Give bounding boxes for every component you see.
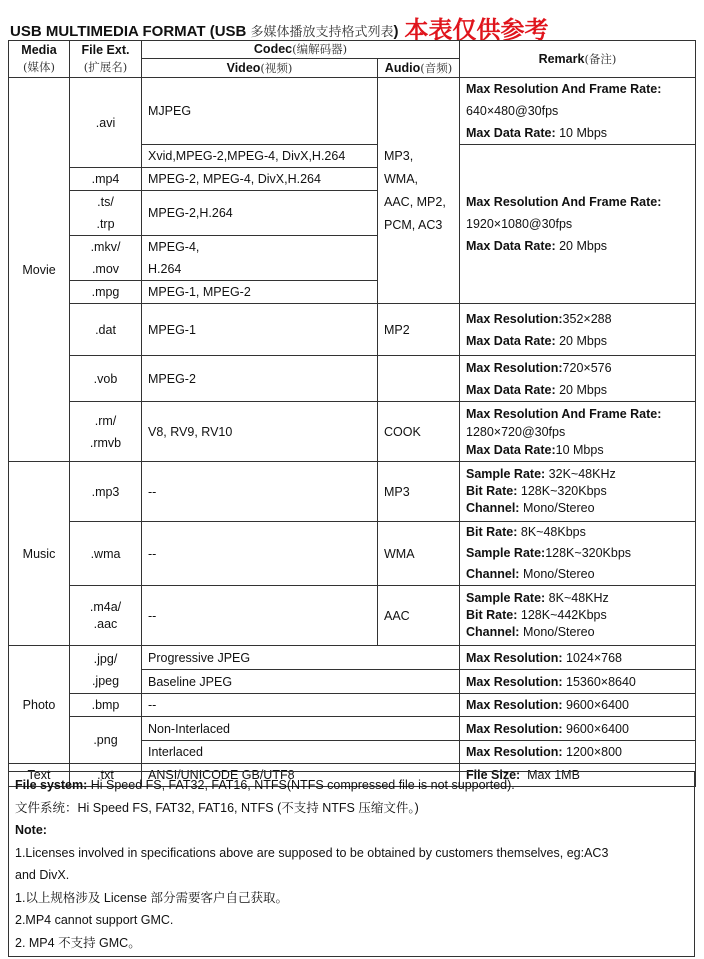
note-2-cn: 2. MP4 不支持 GMC。 [15, 935, 141, 950]
remark-cell: Max Resolution:720×576 Max Data Rate: 20 Mbps [460, 356, 696, 402]
ext-cell: .avi [70, 78, 142, 168]
format-table [8, 40, 696, 787]
video-cell: -- [142, 694, 460, 717]
ext-cell: .ts/ .trp [70, 191, 142, 236]
video-cell: MPEG-2 [142, 356, 378, 402]
ext-cell: .mkv/ .mov [70, 236, 142, 281]
ext-cell: .txt [70, 764, 142, 787]
video-cell: MPEG-1 [142, 304, 378, 356]
audio-cell: COOK [378, 402, 460, 462]
remark-cell: Sample Rate: 8K~48KHz Bit Rate: 128K~442Kbps Channel: Mono/Stereo [460, 586, 696, 646]
video-cell: Baseline JPEG [142, 670, 460, 694]
ext-cell: .bmp [70, 694, 142, 717]
audio-cell: MP3, WMA, AAC, MP2, PCM, AC3 [378, 78, 460, 304]
ext-cell: .mp3 [70, 462, 142, 522]
video-cell: Non-Interlaced [142, 717, 460, 741]
ext-cell: .png [70, 717, 142, 764]
video-cell: -- [142, 586, 378, 646]
ext-cell: .rm/ .rmvb [70, 402, 142, 462]
remark-cell: Max Resolution: 9600×6400 [460, 694, 696, 717]
table-row [9, 646, 696, 670]
header-audio: Audio(音频) [378, 59, 460, 78]
video-cell: V8, RV9, RV10 [142, 402, 378, 462]
video-cell: Interlaced [142, 741, 460, 764]
remark-cell: File Size: Max 1MB [460, 764, 696, 787]
remark-cell: Max Resolution And Frame Rate: 640×480@30fps Max Data Rate: 10 Mbps [460, 78, 696, 145]
video-cell: Progressive JPEG [142, 646, 460, 670]
note-1-cn: 1.以上规格涉及 License 部分需要客户自己获取。 [15, 890, 288, 905]
note-1: 1.Licenses involved in specifications above are supposed to be obtained by customers themselves, eg:AC3 [15, 845, 609, 860]
notes-box [8, 771, 695, 957]
video-cell: ANSI/UNICODE GB/UTF8 [142, 764, 460, 787]
header-row [9, 41, 696, 59]
video-cell: -- [142, 462, 378, 522]
table-row [9, 462, 696, 522]
video-cell: MPEG-2,H.264 [142, 191, 378, 236]
remark-cell: Max Resolution: 9600×6400 [460, 717, 696, 741]
remark-cell: Max Resolution And Frame Rate: 1920×1080@30fps Max Data Rate: 20 Mbps [460, 145, 696, 304]
header-media: Media (媒体) [9, 41, 70, 78]
ext-cell: .wma [70, 522, 142, 586]
note-1-cont: and DivX. [15, 868, 70, 882]
audio-cell: WMA [378, 522, 460, 586]
note-2: 2.MP4 cannot support GMC. [15, 913, 174, 927]
audio-cell: MP2 [378, 304, 460, 356]
audio-cell: AAC [378, 586, 460, 646]
remark-cell: Sample Rate: 32K~48KHz Bit Rate: 128K~320Kbps Channel: Mono/Stereo [460, 462, 696, 522]
remark-cell: Max Resolution: 1024×768 [460, 646, 696, 670]
media-music: Music [9, 462, 70, 646]
ext-cell: .dat [70, 304, 142, 356]
title-text: USB MULTIMEDIA FORMAT (USB [10, 23, 251, 40]
video-cell: MPEG-4, H.264 [142, 236, 378, 281]
document-title [10, 8, 549, 43]
media-text: Text [9, 764, 70, 787]
note-heading: Note: [15, 823, 47, 837]
fs-line: File system: Hi Speed FS, FAT32, FAT16, NTFS(NTFS compressed file is not supported). [15, 778, 515, 792]
media-photo: Photo [9, 646, 70, 764]
header-remark: Remark(备注) [460, 41, 696, 78]
video-cell: MJPEG [142, 78, 378, 145]
header-codec: Codec(编解码器) [142, 41, 460, 59]
video-cell: MPEG-1, MPEG-2 [142, 281, 378, 304]
video-cell: -- [142, 522, 378, 586]
audio-cell: MP3 [378, 462, 460, 522]
reference-only-stamp: 本表仅供参考 [404, 17, 549, 44]
ext-cell: .mp4 [70, 168, 142, 191]
fs-line-cn: 文件系统：Hi Speed FS, FAT32, FAT16, NTFS (不支持 NTFS 压缩文件。) [15, 800, 419, 815]
video-cell: MPEG-2, MPEG-4, DivX,H.264 [142, 168, 378, 191]
media-movie: Movie [9, 78, 70, 462]
ext-cell: .jpg/ .jpeg [70, 646, 142, 694]
remark-cell: Max Resolution: 15360×8640 [460, 670, 696, 694]
header-ext: File Ext. (扩展名) [70, 41, 142, 78]
video-cell: Xvid,MPEG-2,MPEG-4, DivX,H.264 [142, 145, 378, 168]
remark-cell: Max Resolution And Frame Rate: 1280×720@30fps Max Data Rate:10 Mbps [460, 402, 696, 462]
ext-cell: .m4a/ .aac [70, 586, 142, 646]
audio-cell [378, 356, 460, 402]
title-close: ) [393, 23, 399, 40]
remark-cell: Bit Rate: 8K~48Kbps Sample Rate:128K~320Kbps Channel: Mono/Stereo [460, 522, 696, 586]
header-video: Video(视频) [142, 59, 378, 78]
table-row [9, 78, 696, 145]
remark-cell: Max Resolution:352×288 Max Data Rate: 20 Mbps [460, 304, 696, 356]
ext-cell: .vob [70, 356, 142, 402]
ext-cell: .mpg [70, 281, 142, 304]
title-cn: 多媒体播放支持格式列表 [250, 25, 394, 40]
remark-cell: Max Resolution: 1200×800 [460, 741, 696, 764]
